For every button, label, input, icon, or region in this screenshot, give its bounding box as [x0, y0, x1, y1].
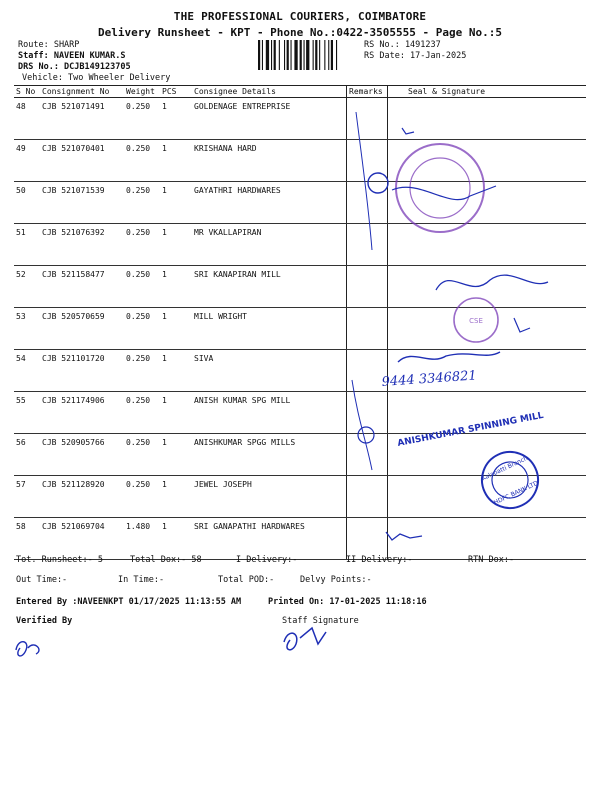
cell-weight: 0.250 — [124, 308, 160, 350]
col-sno: S No — [14, 86, 40, 98]
cell-consignee: MILL WRIGHT — [192, 308, 347, 350]
barcode-bar — [306, 40, 309, 70]
handwritten-phone: 9444 3346821 — [381, 368, 478, 390]
cell-pcs: 1 — [160, 350, 192, 392]
cell-consignment-no: CJB 521128920 — [40, 476, 124, 518]
col-weight: Weight — [124, 86, 160, 98]
table-row — [14, 140, 586, 182]
cell-sno: 55 — [14, 392, 40, 434]
cell-seal-signature — [388, 224, 587, 266]
cell-seal-signature — [388, 476, 587, 518]
cell-remarks — [347, 140, 388, 182]
barcode-bar — [271, 40, 272, 70]
cell-seal-signature — [388, 350, 587, 392]
cell-remarks — [347, 98, 388, 140]
cell-consignment-no: CJB 521174906 — [40, 392, 124, 434]
runsheet-subtitle: Delivery Runsheet - KPT - Phone No.:0422-3505555 - Page No.:5 — [98, 26, 502, 39]
table-row — [14, 266, 586, 308]
cell-sno: 52 — [14, 266, 40, 308]
table-header-row — [14, 86, 586, 98]
cell-sno: 54 — [14, 350, 40, 392]
anishkumar-stamp-text: ANISHKUMAR SPINNING MILL — [396, 410, 545, 449]
staff-signature-label: Staff Signature — [282, 616, 359, 626]
cell-weight: 0.250 — [124, 392, 160, 434]
cell-sno: 48 — [14, 98, 40, 140]
cell-consignee: KRISHANA HARD — [192, 140, 347, 182]
cell-seal-signature — [388, 140, 587, 182]
staff-label: Staff: NAVEEN KUMAR.S — [18, 51, 126, 61]
staff-signature-mark — [284, 628, 326, 650]
cell-sno: 49 — [14, 140, 40, 182]
cell-remarks — [347, 476, 388, 518]
hdfc-stamp-name: HDFC BANK LTD — [492, 479, 540, 507]
cell-weight: 1.480 — [124, 518, 160, 560]
cell-consignment-no: CJB 521069704 — [40, 518, 124, 560]
cell-sno: 50 — [14, 182, 40, 224]
cell-remarks — [347, 518, 388, 560]
col-remarks: Remarks — [347, 86, 388, 98]
barcode-bar — [300, 40, 302, 70]
cell-remarks — [347, 392, 388, 434]
barcode-icon — [258, 40, 360, 70]
cell-pcs: 1 — [160, 266, 192, 308]
cell-consignment-no: CJB 521070401 — [40, 140, 124, 182]
hdfc-stamp-branch: Kalapatti Branch — [480, 454, 529, 483]
in-time: In Time:- — [118, 575, 165, 585]
cell-weight: 0.250 — [124, 224, 160, 266]
cell-remarks — [347, 182, 388, 224]
delvy-points: Delvy Points:- — [300, 575, 372, 585]
cell-weight: 0.250 — [124, 266, 160, 308]
printed-on: Printed On: 17-01-2025 11:18:16 — [268, 597, 427, 607]
cell-sno: 56 — [14, 434, 40, 476]
cse-stamp-text: CSE — [469, 317, 483, 325]
cell-consignee: GAYATHRI HARDWARES — [192, 182, 347, 224]
drs-number: DRS No.: DCJB149123705 — [18, 62, 131, 72]
cell-pcs: 1 — [160, 518, 192, 560]
barcode-bar — [287, 40, 289, 70]
cell-pcs: 1 — [160, 308, 192, 350]
cell-pcs: 1 — [160, 98, 192, 140]
table-row — [14, 308, 586, 350]
col-pcs: PCS — [160, 86, 192, 98]
cell-consignee: SIVA — [192, 350, 347, 392]
barcode-bar — [331, 40, 333, 70]
cell-sno: 57 — [14, 476, 40, 518]
cell-weight: 0.250 — [124, 476, 160, 518]
cell-weight: 0.250 — [124, 140, 160, 182]
cell-weight: 0.250 — [124, 98, 160, 140]
out-time: Out Time:- — [16, 575, 68, 585]
cell-consignee: MR VKALLAPIRAN — [192, 224, 347, 266]
cell-remarks — [347, 308, 388, 350]
runsheet-table — [14, 85, 586, 560]
barcode-bar — [291, 40, 292, 70]
entered-by: Entered By :NAVEENKPT 01/17/2025 11:13:55 AM — [16, 597, 242, 607]
cell-consignee: ANISH KUMAR SPG MILL — [192, 392, 347, 434]
total-pod: Total POD:- — [218, 575, 275, 585]
cell-consignment-no: CJB 521071491 — [40, 98, 124, 140]
cell-pcs: 1 — [160, 476, 192, 518]
rtn-dox: RTN Dox:- — [468, 555, 515, 565]
vehicle-label: Vehicle: Two Wheeler Delivery — [22, 73, 171, 83]
barcode-bar — [279, 40, 280, 70]
cell-weight: 0.250 — [124, 182, 160, 224]
total-dox: Total Dox:- 58 — [130, 555, 202, 565]
cell-remarks — [347, 224, 388, 266]
cell-seal-signature — [388, 182, 587, 224]
cell-consignment-no: CJB 521071539 — [40, 182, 124, 224]
cell-pcs: 1 — [160, 182, 192, 224]
cell-seal-signature — [388, 434, 587, 476]
cell-sno: 58 — [14, 518, 40, 560]
rs-date: RS Date: 17-Jan-2025 — [364, 51, 467, 61]
cell-sno: 51 — [14, 224, 40, 266]
cell-seal-signature — [388, 518, 587, 560]
table-row — [14, 350, 586, 392]
route-label: Route: SHARP — [18, 40, 80, 50]
verified-by-signature — [16, 642, 39, 656]
table-row — [14, 224, 586, 266]
barcode-bar — [258, 40, 260, 70]
barcode-bar — [313, 40, 314, 70]
table-row — [14, 434, 586, 476]
cell-remarks — [347, 434, 388, 476]
col-consignment: Consignment No — [40, 86, 124, 98]
barcode-bar — [324, 40, 325, 70]
barcode-bar — [328, 40, 329, 70]
cell-pcs: 1 — [160, 434, 192, 476]
cell-pcs: 1 — [160, 224, 192, 266]
cell-consignee: ANISHKUMAR SPGG MILLS — [192, 434, 347, 476]
cell-consignee: GOLDENAGE ENTREPRISE — [192, 98, 347, 140]
cell-weight: 0.250 — [124, 350, 160, 392]
total-runsheet: Tot. Runsheet:- 5 — [16, 555, 103, 565]
cell-consignment-no: CJB 521076392 — [40, 224, 124, 266]
table-row — [14, 98, 586, 140]
barcode-bar — [336, 40, 337, 70]
company-title: THE PROFESSIONAL COURIERS, COIMBATORE — [173, 10, 427, 23]
table-row — [14, 518, 586, 560]
table-row — [14, 476, 586, 518]
verified-by: Verified By — [16, 616, 73, 626]
rs-number: RS No.: 1491237 — [364, 40, 441, 50]
col-seal-signature: Seal & Signature — [388, 86, 587, 98]
barcode-bar — [266, 40, 269, 70]
cell-seal-signature — [388, 98, 587, 140]
barcode-bar — [319, 40, 320, 70]
cell-pcs: 1 — [160, 392, 192, 434]
cell-consignment-no: CJB 520905766 — [40, 434, 124, 476]
cell-weight: 0.250 — [124, 434, 160, 476]
barcode-bar — [304, 40, 305, 70]
cell-remarks — [347, 350, 388, 392]
cell-seal-signature — [388, 308, 587, 350]
cell-consignment-no: CJB 521101720 — [40, 350, 124, 392]
barcode-bar — [315, 40, 317, 70]
cell-pcs: 1 — [160, 140, 192, 182]
table-row — [14, 182, 586, 224]
barcode-bar — [284, 40, 285, 70]
cell-consignment-no: CJB 520570659 — [40, 308, 124, 350]
cell-consignee: SRI KANAPIRAN MILL — [192, 266, 347, 308]
cell-seal-signature — [388, 266, 587, 308]
i-delivery: I Delivery:- — [236, 555, 298, 565]
table-row — [14, 392, 586, 434]
cell-consignee: SRI GANAPATHI HARDWARES — [192, 518, 347, 560]
barcode-bar — [262, 40, 263, 70]
cell-consignee: JEWEL JOSEPH — [192, 476, 347, 518]
cell-remarks — [347, 266, 388, 308]
col-consignee: Consignee Details — [192, 86, 347, 98]
barcode-bar — [274, 40, 276, 70]
ii-delivery: II Delivery:- — [346, 555, 413, 565]
barcode-bar — [294, 40, 297, 70]
cell-seal-signature — [388, 392, 587, 434]
cell-consignment-no: CJB 521158477 — [40, 266, 124, 308]
cell-sno: 53 — [14, 308, 40, 350]
